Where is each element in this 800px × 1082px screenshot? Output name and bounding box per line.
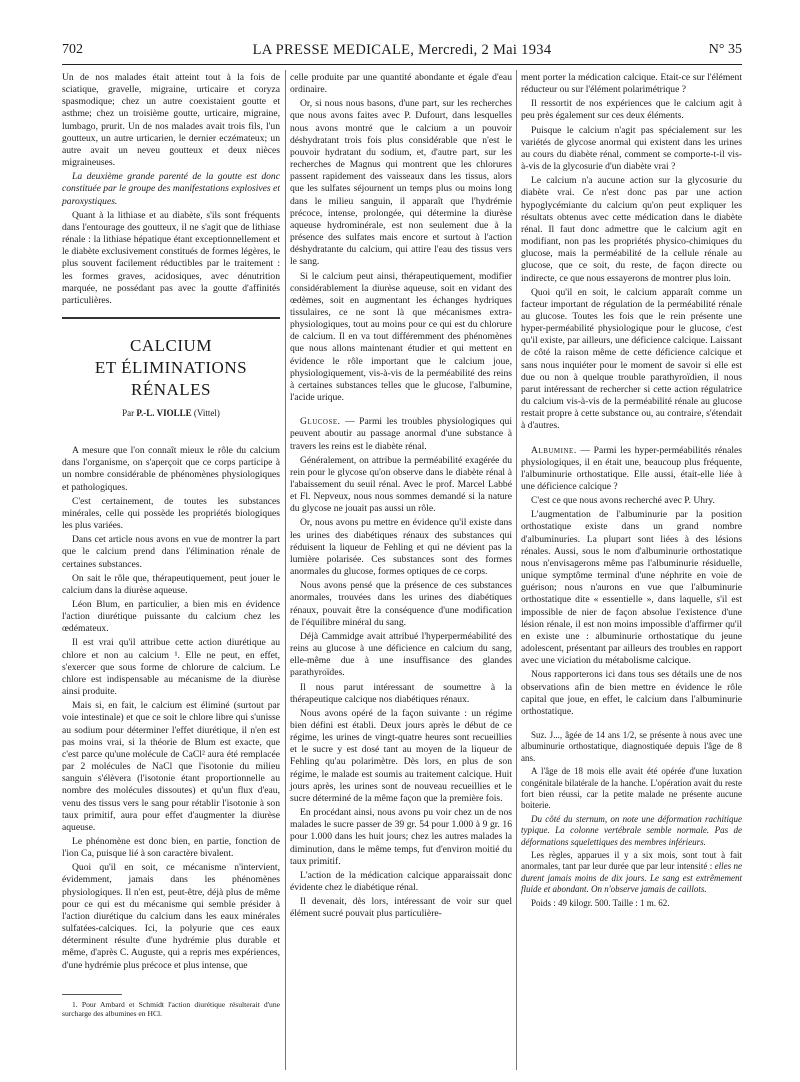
paragraph: Dans cet article nous avons en vue de montrer la part que le calcium prend dans l'élimination rénale de certaines substances. <box>62 534 280 570</box>
column-2 <box>290 72 512 922</box>
paragraph: Or, si nous nous basons, d'une part, sur les recherches que nous avons faites avec P. Dufourt, dans lesquelles nous avons montré que le calcium a un pouvoir déshydratant trois fois plus considérable que n'est le pouvoir hydratant du sodium, et, d'autre part, sur les recherches de Magnus qui montrent que les chlorures passent rapidement des vaisseaux dans les tissus, alors que les sulfates séjournent un temps plus ou moins long dans le milieu sanguin, il apparaît que l'hydrémie précoce, intense, prolongée, qui détermine la diurèse aqueuse hydrominérale, est non seulement due à la présence des sulfates mais encore et surtout à l'action déshydratante du calcium, qui attire l'eau des tissus vers le sang. <box>290 98 512 268</box>
paragraph: ment porter la médication calcique. Etait-ce sur l'élément réducteur ou sur l'élément polarimétrique ? <box>521 72 742 96</box>
issue-number: N° 35 <box>708 42 742 57</box>
paragraph: Il ressortit de nos expériences que le calcium agit à peu près également sur ces deux éléments. <box>521 98 742 122</box>
column-1 <box>62 72 280 1021</box>
paragraph: Un de nos malades était atteint tout à la fois de sciatique, gravelle, migraine, urticaire et coryza spasmodique; chez un autre coexistaient goutte et asthme; chez un troisième goutte, urticaire, migraine, lumbago, prurit. Un de nos malades avait trois fils, l'un goutteux, un autre urticarien, le dernier eczémateux; un autre avait un neveu goutteux et deux nièces migraineuses. <box>62 72 280 169</box>
section-text: — Parmi les troubles physiologiques qui peuvent aboutir au passage anormal d'une substance à travers les reins est le diabète rénal. <box>290 416 512 452</box>
journal-title: LA PRESSE MEDICALE, Mercredi, 2 Mai 1934 <box>252 42 552 58</box>
section-label-albumine: Albumine. <box>531 444 577 456</box>
paragraph <box>290 416 512 452</box>
paragraph: C'est certainement, de toutes les substances minérales, celle qui possède les propriétés biologiques les plus variées. <box>62 495 280 532</box>
byline <box>62 407 280 419</box>
spacer <box>290 406 512 416</box>
paragraph: En procédant ainsi, nous avons pu voir chez un de nos malades le sucre passer de 39 gr. 54 pour 1.000 à 9 gr. 16 pour 1.000 dans les huit jours; chez les autres malades la diminution, dans le même temps, fut d'environ moitié du taux primitif. <box>290 807 512 867</box>
paragraph: Mais si, en fait, le calcium est éliminé (surtout par voie intestinale) et que ce soit le chlore libre qui s'unisse au sodium pour déterminer l'effet diurétique, il n'en est pas moins vrai, si la théorie de Blum est exacte, que c'est parce qu'une molécule de CaCl² aura été remplacée par 2 molécules de NaCl que l'isotonie du milieu sanguin s'élèvera (l'isotonie étant proportionnelle au nombre des molécules dissoutes) et qu'un flux d'eau, venu des tissus vers le sang pour rétablir l'isotonie à son taux primitif, aura pour effet d'augmenter la diurèse aqueuse. <box>62 700 280 833</box>
article-title-line-2: ET ÉLIMINATIONS RÉNALES <box>94 357 248 399</box>
paragraph: L'augmentation de l'albuminurie par la position orthostatique existe dans un grand nombre d'albuminuries. La plupart sont liées à des lésions rénales. Aussi, sous le nom d'albuminurie orthostatique nous n'envisagerons même pas l'albuminurie résiduelle, unique symptôme terminal d'une néphrite en voie de guérison; nous n'aurons en vue que l'albuminurie orthostatique dite « essentielle », dans laquelle, s'il est impossible de nier de façon absolue l'existence d'une lésion rénale, il est non moins impossible d'affirmer qu'il en existe une : albuminurie orthostatique du jeune adolescent, présentant par ailleurs des troubles en rapport avec une viciation du métabolisme calcique. <box>521 509 742 667</box>
paragraph: Il est vrai qu'il attribue cette action diurétique au chlore et non au calcium ¹. Elle ne peut, en effet, s'exercer que sous forme de chlorure de calcium. Le chlore est indispensable au mécanisme de la diurèse ainsi produite. <box>62 637 280 698</box>
case-paragraph: Du côté du sternum, on note une déformation rachitique typique. La colonne vertébrale semble normale. Pas de déformations squelettiques des membres inférieurs. <box>521 813 742 847</box>
paragraph: Quant à la lithiase et au diabète, s'ils sont fréquents dans l'entourage des goutteux, il ne s'agit que de lithiase rénale : la lithiase hépatique étant exceptionnellement et le diabète exclusivement constitués de formes légères, le plus souvent facilement réductibles par le traitement : les formes graves, acidosiques, avec dénutrition marquée, ne possédant pas avec la goutte d'affinités particulières. <box>62 209 280 306</box>
paragraph: A mesure que l'on connaît mieux le rôle du calcium dans l'organisme, on s'aperçoit que ce corps participe à un nombre considérable de phénomènes physiologiques et pathologiques. <box>62 445 280 493</box>
paragraph: Nous rapporterons ici dans tous ses détails une de nos observations afin de bien mettre en évidence le rôle capital que joue, en effet, le calcium dans l'albuminurie orthostatique. <box>521 669 742 717</box>
paragraph: Généralement, on attribue la perméabilité exagérée du rein pour le glycose qu'on observe dans le diabète rénal à l'abaissement du seuil rénal. Avec le prof. Marcel Labbé et Fl. Nepveux, nous nous sommes demandé si la nature du glycose ne jouait pas aussi un rôle. <box>290 454 512 515</box>
byline-prefix: Par <box>122 407 137 418</box>
paragraph: On sait le rôle que, thérapeutiquement, peut jouer le calcium dans la diurèse aqueuse. <box>62 572 280 596</box>
paragraph: Quoi qu'il en soit, le calcium apparaît comme un facteur important de régulation de la perméabilité rénale au glucose. Toutes les fois que le rein présente une hyper-perméabilité physiologique pour le glucose, c'est qu'il existe, par ailleurs, une déficience calcique. Laissant de côté la raison même de cette déficience calcique et sans nous inquiéter pour le moment de savoir si elle est due ou non à quelque trouble parathyroïdien, il nous parut intéressant de rechercher si cette action régulatrice du calcium vis-à-vis de la perméabilité rénale au glucose restait propre à cette substance ou, au contraire, s'étendait à d'autres. <box>521 286 742 432</box>
footnote: 1. Pour Ambard et Schmidt l'action diurétique résulterait d'une surcharge des albumines en HCl. <box>62 999 280 1019</box>
paragraph: Le phénomène est donc bien, en partie, fonction de l'ion Ca, puisque lié à son caractère bivalent. <box>62 835 280 860</box>
section-text: — Parmi les hyper-perméabilités rénales physiologiques, il en était une, beaucoup plus fréquente, l'albuminurie orthostatique. Elle aussi, était-elle liée à une déficience calcique ? <box>521 444 742 492</box>
paragraph: Déjà Cammidge avait attribué l'hyperperméabilité des reins au glucose à une déficience en calcium du sang, elle-même due à une insuffisance des glandes parathyroïdes. <box>290 630 512 679</box>
author-place: (Vittel) <box>191 407 220 418</box>
paragraph: Si le calcium peut ainsi, thérapeutiquement, modifier considérablement la diurèse aqueuse, soit en vidant des œdèmes, soit en augmentant les échanges hydriques tissulaires, ce ne sont là que mécanismes extra-physiologiques, tout au moins pour ce qui est du chlorure de calcium. Il en va tout différemment des phénomènes que nous allons maintenant étudier et qui mettent en évidence le rôle important que le calcium joue, physiologiquement, vis-à-vis de la perméabilité des reins à certaines substances telles que le glucose, l'albumine, l'acide urique. <box>290 270 512 404</box>
column-3 <box>521 72 742 911</box>
footnote-rule <box>62 994 122 995</box>
article-title-line-1: CALCIUM <box>130 335 212 355</box>
case-text: Les règles, apparues il y a six mois, sont tout à fait anormales, tant par leur durée que par leur intensité : <box>521 850 742 872</box>
paragraph: Puisque le calcium n'agit pas spécialement sur les variétés de glycose anormal qui existent dans les urines au cours du diabète rénal, comment se comporte-t-il vis-à-vis de la glycosurie d'un diabète vrai ? <box>521 124 742 173</box>
page-number: 702 <box>62 42 83 57</box>
paragraph: Il nous parut intéressant de soumettre à la thérapeutique calcique nos diabétiques rénaux. <box>290 681 512 705</box>
paragraph: celle produite par une quantité abondante et égale d'eau ordinaire. <box>290 72 512 96</box>
section-label-glucose: Glucose. <box>300 416 341 428</box>
paragraph: L'action de la médication calcique apparaissait donc évidente chez le diabétique rénal. <box>290 869 512 893</box>
header-rule <box>62 64 742 65</box>
case-paragraph: A l'âge de 18 mois elle avait été opérée d'une luxation congénitale bilatérale de la hanche. L'opération avait du reste fort bien réussi, car la petite malade ne présente aucune boiterie. <box>521 766 742 811</box>
paragraph <box>521 445 742 494</box>
article-title <box>62 335 280 401</box>
spacer <box>521 720 742 730</box>
column-divider <box>516 70 517 1070</box>
paragraph: Il devenait, dès lors, intéressant de voir sur quel élément sucré pouvait plus particulière- <box>290 896 512 920</box>
case-paragraph: Suz. J..., âgée de 14 ans 1/2, se présente à nous avec une albuminurie orthostatique, diagnostiquée depuis l'âge de 8 ans. <box>521 729 742 763</box>
column-divider <box>285 70 286 1070</box>
paragraph: Léon Blum, en particulier, a bien mis en évidence l'action diurétique puissante du calcium chez les œdémateux. <box>62 599 280 635</box>
paragraph: C'est ce que nous avons recherché avec P. Uhry. <box>531 495 715 507</box>
article-separator <box>62 317 280 321</box>
paragraph: Le calcium n'a aucune action sur la glycosurie du diabète vrai. Ce n'est donc pas par une action hypoglycémiante du calcium qu'on peut expliquer les résultats obtenus avec cette médication dans le diabète rénal. Il faut donc admettre que le calcium agit en modifiant, non pas les propriétés physico-chimiques du glucose, mais la perméabilité de la cellule rénale au glucose, que ce soit, du reste, de façon directe ou indirecte, ce que nous essayerons de montrer plus loin. <box>521 175 742 284</box>
paragraph: Nous avons opéré de la façon suivante : un régime bien défini est établi. Deux jours après le début de ce régime, les urines de vingt-quatre heures sont recueillies et le sucre y est dosé tant au moyen de la liqueur de Fehling qu'au polarimètre. Dès lors, en plus de son régime, le malade est soumis au traitement calcique. Huit jours après, les urines sont de nouveau recueillies et le sucre déterminé de la même façon que la première fois. <box>290 707 512 804</box>
paragraph: Nous avons pensé que la présence de ces substances anormales, trouvées dans les urines des diabétiques rénaux, pouvait être la conséquence d'une modification de l'équilibre minéral du sang. <box>290 580 512 628</box>
case-text-italic: elles ne durent jamais moins de dix jours. Le sang est extrêmement fluide et abondant. On n'observe jamais de caillots. <box>521 861 742 895</box>
spacer <box>521 435 742 445</box>
page-header <box>62 42 742 66</box>
paragraph: La deuxième grande parenté de la goutte est donc constituée par le groupe des manifestations explosives et paroxystiques. <box>62 171 280 207</box>
case-paragraph <box>521 850 742 896</box>
paragraph: Quoi qu'il en soit, ce mécanisme n'intervient, évidemment, jamais dans les phénomènes physiologiques. Il n'en est, peut-être, déjà plus de même pour ce qui est du mécanisme qui semble présider à l'action diurétique du calcium dans les eaux minérales sulfatées-calciques. Ici, la polyurie que ces eaux déterminent résulte d'une hydrémie plus durable et même, d'après C. Auguste, qui a repris mes expériences, d'une hydrémie plus précoce et plus intense, que <box>62 862 280 971</box>
case-paragraph: Poids : 49 kilogr. 500. Taille : 1 m. 62. <box>531 897 670 908</box>
author-name: P.-L. VIOLLE <box>136 407 192 418</box>
paragraph: Or, nous avons pu mettre en évidence qu'il existe dans les urines des diabétiques rénaux des substances qui réduisent la liqueur de Fehling et qui ne dévient pas la lumière polarisée. Ces substances sont des formes anormales du glucose, formes optiques de ce corps. <box>290 517 512 578</box>
